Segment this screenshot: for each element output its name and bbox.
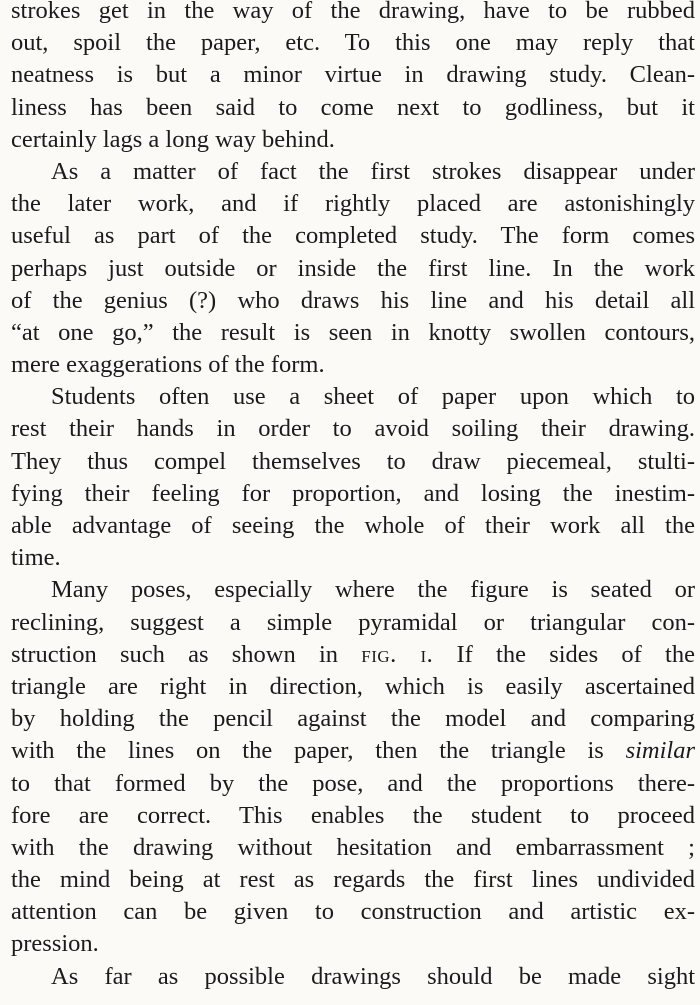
line-text: They thus compel themselves to draw piecemeal, stulti- [11, 447, 695, 475]
line-text: fore are correct. This enables the student to proceed [11, 801, 695, 829]
line-text: “at one go,” the result is seen in knotty swollen contours, [11, 318, 695, 346]
text-line [11, 317, 695, 349]
text-line [11, 671, 695, 703]
text-line [11, 27, 695, 59]
line-text: to that formed by the pose, and the proportions there- [11, 769, 695, 797]
text-line [11, 768, 695, 800]
text-line [11, 832, 695, 864]
text-line [11, 864, 695, 896]
line-text: neatness is but a minor virtue in drawing study. Clean- [11, 61, 695, 89]
text-line [11, 510, 695, 542]
text-line [11, 800, 695, 832]
line-text: by holding the pencil against the model and comparing [11, 705, 695, 733]
body-text [11, 0, 695, 993]
text-line [11, 188, 695, 220]
line-text: useful as part of the completed study. The form comes [11, 222, 695, 250]
line-text: with the drawing without hesitation and embarrassment ; [11, 833, 695, 861]
text-line [11, 961, 695, 993]
line-text: triangle are right in direction, which is easily ascertained [11, 672, 695, 700]
line-text: of the genius (?) who draws his line and his detail all [11, 286, 695, 314]
line-text: the later work, and if rightly placed are astonishingly [11, 190, 695, 218]
text-line [11, 735, 695, 767]
text-line [11, 92, 695, 124]
text-line [11, 478, 695, 510]
line-text: pression. [11, 930, 99, 958]
text-line [11, 285, 695, 317]
line-text: struction such as shown in [11, 640, 362, 668]
line-text: fying their feeling for proportion, and losing the inestim- [11, 479, 695, 507]
line-text: Many poses, especially where the figure is seated or [51, 576, 695, 604]
text-line [11, 413, 695, 445]
line-text: As a matter of fact the first strokes disappear under [51, 157, 695, 185]
text-line [11, 574, 695, 606]
emphasized-word: similar [625, 737, 695, 765]
line-text: reclining, suggest a simple pyramidal or triangular con- [11, 608, 695, 636]
text-line [11, 446, 695, 478]
line-text: with the lines on the paper, then the triangle is [11, 737, 626, 765]
text-line [11, 124, 695, 156]
text-line [11, 542, 695, 574]
text-line [11, 156, 695, 188]
text-line [11, 253, 695, 285]
line-text: rest their hands in order to avoid soiling their drawing. [11, 415, 695, 443]
line-text: perhaps just outside or inside the first line. In the work [11, 254, 695, 282]
line-text: the mind being at rest as regards the first lines undivided [11, 866, 695, 894]
line-text: certainly lags a long way behind. [11, 125, 335, 153]
line-text: As far as possible drawings should be made sight [51, 962, 695, 990]
text-line [11, 220, 695, 252]
text-line [11, 0, 695, 27]
text-line [11, 928, 695, 960]
line-text: Students often use a sheet of paper upon which to [51, 383, 695, 411]
line-text: strokes get in the way of the drawing, have to be rubbed [11, 0, 695, 24]
text-line [11, 607, 695, 639]
line-text-continued: If the sides of the [433, 640, 695, 668]
line-text: liness has been said to come next to godliness, but it [11, 93, 695, 121]
line-text: mere exaggerations of the form. [11, 351, 325, 379]
line-text: able advantage of seeing the whole of their work all the [11, 512, 695, 539]
line-text: attention can be given to construction and artistic ex- [11, 898, 695, 926]
text-line [11, 703, 695, 735]
text-line [11, 59, 695, 91]
text-line [11, 896, 695, 928]
line-text: time. [11, 544, 61, 572]
text-line [11, 639, 695, 671]
line-text: out, spoil the paper, etc. To this one may reply that [11, 29, 695, 57]
figure-reference: fig. i. [361, 640, 434, 668]
text-line [11, 381, 695, 413]
text-line [11, 349, 695, 381]
